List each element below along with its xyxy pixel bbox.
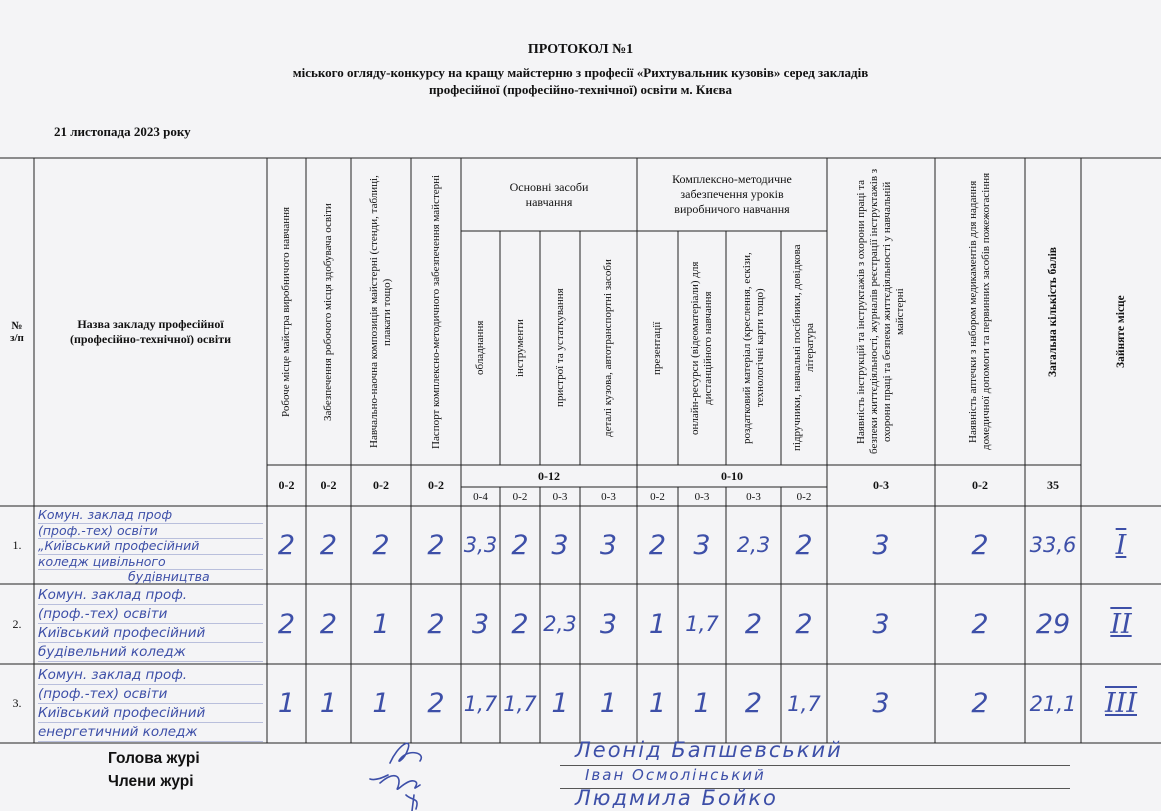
header-handouts: роздатковий матеріал (креслення, ескізи, технологічні карти тощо) (740, 252, 766, 444)
protocol-subtitle-line1: міського огляду-конкурсу на кращу майстерню з професії «Рихтувальник кузовів» серед закладів (292, 65, 869, 80)
range-instruments: 0-2 (512, 490, 528, 503)
score-cell: 1,7 (787, 691, 821, 716)
score-cell: 2 (427, 608, 445, 640)
score-cell: 1 (277, 688, 296, 719)
score-cell: 1 (648, 608, 667, 640)
score-cell: 2,3 (543, 612, 577, 636)
member2-signature-name: Людмила Бойко (575, 786, 778, 810)
row-number: 3. (12, 696, 22, 710)
header-textbooks: підручники, навчальні посібники, довідкова література (791, 244, 816, 452)
total-score: 33,6 (1029, 533, 1077, 557)
total-score: 29 (1035, 608, 1071, 640)
score-cell: 2 (511, 608, 529, 640)
score-cell: 2 (427, 688, 445, 719)
school-name (34, 506, 267, 584)
range-online-resources: 0-3 (694, 490, 710, 503)
school-name-line: (проф.-тех) освіти (38, 605, 263, 624)
school-name-line: Комун. заклад проф. (38, 666, 263, 685)
score-cell: 2 (319, 608, 338, 640)
school-name-line: будівництва (38, 570, 263, 584)
header-safety-instructions: Наявність інструкцій та інструктажів з охорони праці та безпеки життєдіяльності, журналів реєстрації інструктажів з охорони праці та безпеки життєдіяльності у навчальній майстерні (855, 168, 906, 455)
range-first-aid: 0-2 (972, 478, 988, 492)
members-label: Члени журі (108, 773, 194, 790)
header-methodical-group: Комплексно-методичне забезпечення уроків виробничого навчання (672, 172, 792, 216)
school-name (34, 584, 267, 664)
protocol-title: ПРОТОКОЛ №1 (527, 42, 634, 57)
range-body-parts: 0-3 (601, 490, 616, 503)
score-cell: 2 (795, 529, 813, 561)
header-number: № з/п (10, 320, 24, 344)
place-value: I (1115, 529, 1127, 561)
school-name-line: будівельний коледж (38, 643, 263, 662)
header-workplace-master: Робоче місце майстра виробничого навчання (280, 206, 292, 417)
header-body-parts: деталі кузова, автотранспортні засоби (602, 259, 614, 437)
school-name-line: Київський професійний (38, 704, 263, 723)
score-cell: 2,3 (736, 533, 771, 557)
score-cell: 1 (551, 688, 569, 719)
total-score: 21,1 (1029, 691, 1077, 716)
range-visual-composition: 0-2 (373, 478, 389, 492)
score-cell: 3,3 (463, 533, 498, 557)
score-cell: 1,7 (463, 691, 498, 716)
header-devices: пристрої та устаткування (553, 288, 566, 408)
school-name-line: (проф.-тех) освіти (38, 685, 263, 704)
header-passport: Паспорт комплексно-методичного забезпечення майстерні (429, 174, 442, 449)
chair-label: Голова журі (108, 750, 200, 767)
score-cell: 3 (551, 529, 569, 561)
school-name-line: Комун. заклад проф. (38, 586, 263, 605)
header-place: Зайняте місце (1114, 295, 1127, 369)
score-cell: 3 (693, 529, 711, 561)
score-cell: 2 (744, 688, 763, 719)
score-cell: 1,7 (685, 612, 719, 636)
place-value: II (1110, 608, 1132, 640)
protocol-subtitle-line2: професійної (професійно-технічної) освіти м. Києва (429, 82, 732, 97)
score-cell: 2 (319, 529, 338, 561)
range-workplace-student: 0-2 (320, 478, 337, 492)
score-cell: 1 (599, 688, 618, 719)
score-cell: 1 (372, 688, 390, 719)
score-cell: 1 (693, 688, 711, 719)
range-total: 35 (1047, 478, 1059, 492)
score-cell: 2 (648, 529, 667, 561)
row-number: 2. (12, 616, 22, 631)
school-name-line: (проф.-тех) освіти (38, 524, 263, 540)
chair-signature-name: Леонід Бапшевський (575, 738, 843, 762)
handwritten-signatures (350, 735, 470, 811)
school-name-line: енергетичний коледж (38, 723, 263, 742)
score-cell: 2 (971, 529, 989, 561)
score-cell: 3 (599, 529, 618, 561)
range-presentations: 0-2 (650, 490, 665, 503)
range-passport: 0-2 (428, 478, 444, 492)
header-total: Загальна кількість балів (1046, 246, 1059, 377)
school-name-line: коледж цивільного (38, 555, 263, 571)
score-cell: 1,7 (503, 691, 537, 716)
school-name-line: Київський професійний (38, 624, 263, 643)
header-workplace-student: Забезпечення робочого місця здобувача освіти (322, 202, 334, 421)
score-cell: 2 (277, 608, 296, 640)
header-main-means-group: Основні засоби навчання (509, 179, 589, 209)
score-cell: 2 (427, 529, 445, 561)
school-name-line: Комун. заклад проф (38, 508, 263, 524)
range-equipment: 0-4 (473, 490, 488, 503)
header-first-aid: Наявність аптечки з набором медикаментів для надання домедичної допомоги та первинних засобів пожежогасіння (967, 172, 992, 451)
score-cell: 2 (744, 608, 763, 640)
score-cell: 1 (319, 688, 338, 719)
header-instruments: інструменти (513, 319, 526, 377)
score-cell: 1 (648, 688, 667, 719)
range-textbooks: 0-2 (796, 490, 812, 503)
header-school-name: Назва закладу професійної (професійно-технічної) освіти (69, 317, 232, 346)
score-cell: 2 (372, 529, 390, 561)
range-workplace-master: 0-2 (278, 478, 295, 492)
range-devices: 0-3 (552, 490, 568, 503)
place-value: III (1105, 688, 1137, 719)
score-cell: 2 (511, 529, 529, 561)
member1-signature-name: Іван Осмолінський (585, 766, 766, 784)
score-cell: 2 (795, 608, 813, 640)
header-presentations: презентації (651, 321, 663, 375)
row-number: 1. (12, 537, 22, 552)
score-cell: 3 (872, 529, 890, 561)
school-name (34, 664, 267, 743)
range-safety: 0-3 (873, 478, 889, 492)
range-method-group: 0-10 (721, 468, 743, 483)
header-equipment: обладнання (474, 320, 486, 376)
header-online-resources: онлайн-ресурси (відеоматеріали) для дистанційного навчання (689, 261, 714, 435)
protocol-date: 21 листопада 2023 року (54, 124, 191, 139)
range-handouts: 0-3 (746, 490, 761, 503)
score-cell: 1 (372, 608, 390, 640)
score-cell: 3 (872, 688, 890, 719)
score-cell: 2 (971, 608, 989, 640)
score-cell: 2 (971, 688, 989, 719)
range-main-group: 0-12 (538, 468, 560, 483)
school-name-line: „Київський професійний (38, 539, 263, 555)
score-cell: 3 (599, 608, 618, 640)
header-visual-composition: Навчально-наочна композиція майстерні (стенди, таблиці, плакати тощо) (368, 175, 393, 448)
score-cell: 3 (471, 608, 490, 640)
score-cell: 2 (277, 529, 296, 561)
score-cell: 3 (872, 608, 890, 640)
